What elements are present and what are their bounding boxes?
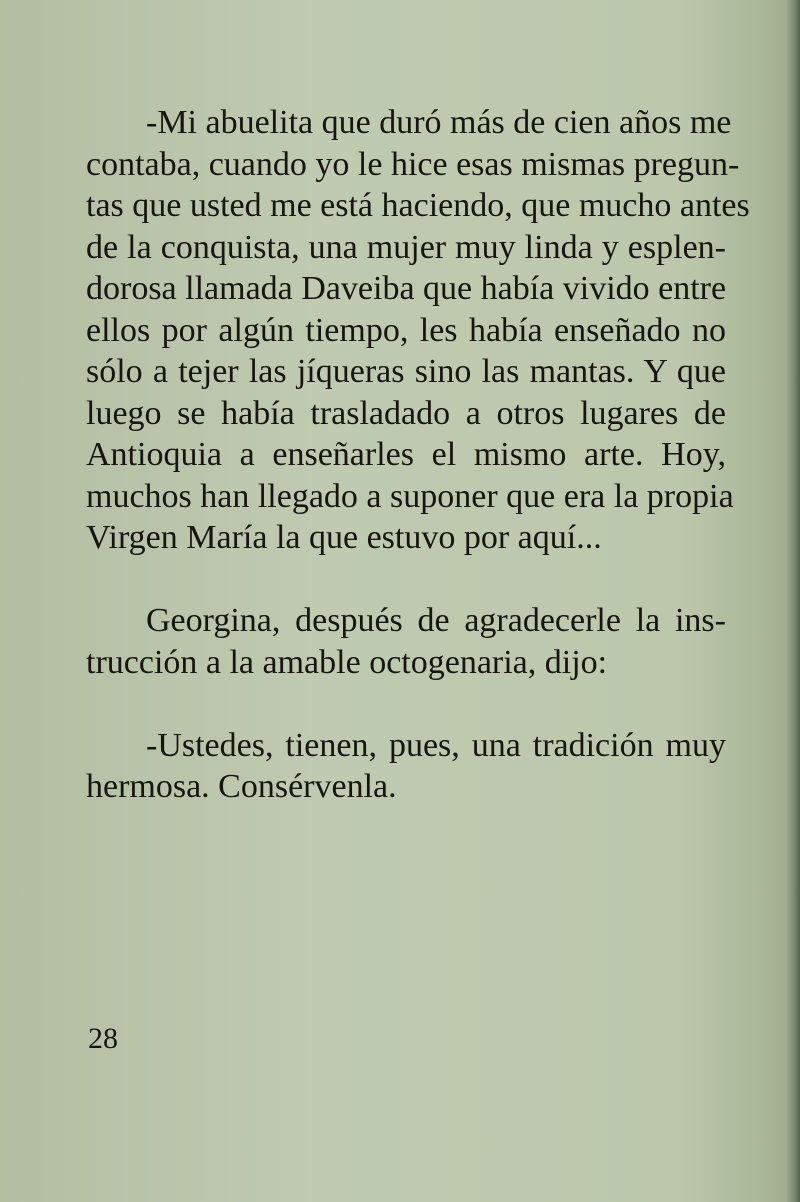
paragraph-3 (86, 725, 726, 808)
text-line: -Ustedes, tienen, pues, una tradición muy (146, 726, 726, 764)
text-line: hermosa. Consérvenla. (86, 768, 397, 805)
paragraph-1 (86, 102, 750, 559)
text-line: Antioquia a enseñarles el mismo arte. Hoy, (86, 436, 726, 473)
page-number: 28 (88, 1022, 118, 1055)
text-line: ellos por algún tiempo, les había enseñado no (86, 311, 726, 349)
text-line: sólo a tejer las jíqueras sino las mantas. Y que (86, 353, 726, 390)
text-line: de la conquista, una mujer muy linda y esplen- (86, 228, 726, 266)
text-line: -Mi abuelita que duró más de cien años me (146, 104, 732, 141)
text-line: contaba, cuando yo le hice esas mismas pregun- (86, 145, 740, 183)
text-line: Georgina, después de agradecerle la ins- (146, 602, 726, 639)
text-line: trucción a la amable octogenaria, dijo: (86, 643, 608, 681)
text-line: luego se había trasladado a otros lugares de (86, 394, 726, 432)
paragraph-gap (86, 559, 726, 601)
text-line: Virgen María la que estuvo por aquí... (86, 519, 602, 556)
paragraph-2 (86, 600, 726, 683)
paragraph-gap (86, 683, 726, 725)
page-edge-shadow (786, 0, 800, 1202)
body-text (86, 102, 750, 808)
text-line: muchos han llegado a suponer que era la propia (86, 477, 734, 515)
text-line: tas que usted me está haciendo, que mucho antes (86, 187, 750, 224)
text-line: dorosa llamada Daveiba que había vivido entre (86, 270, 727, 307)
